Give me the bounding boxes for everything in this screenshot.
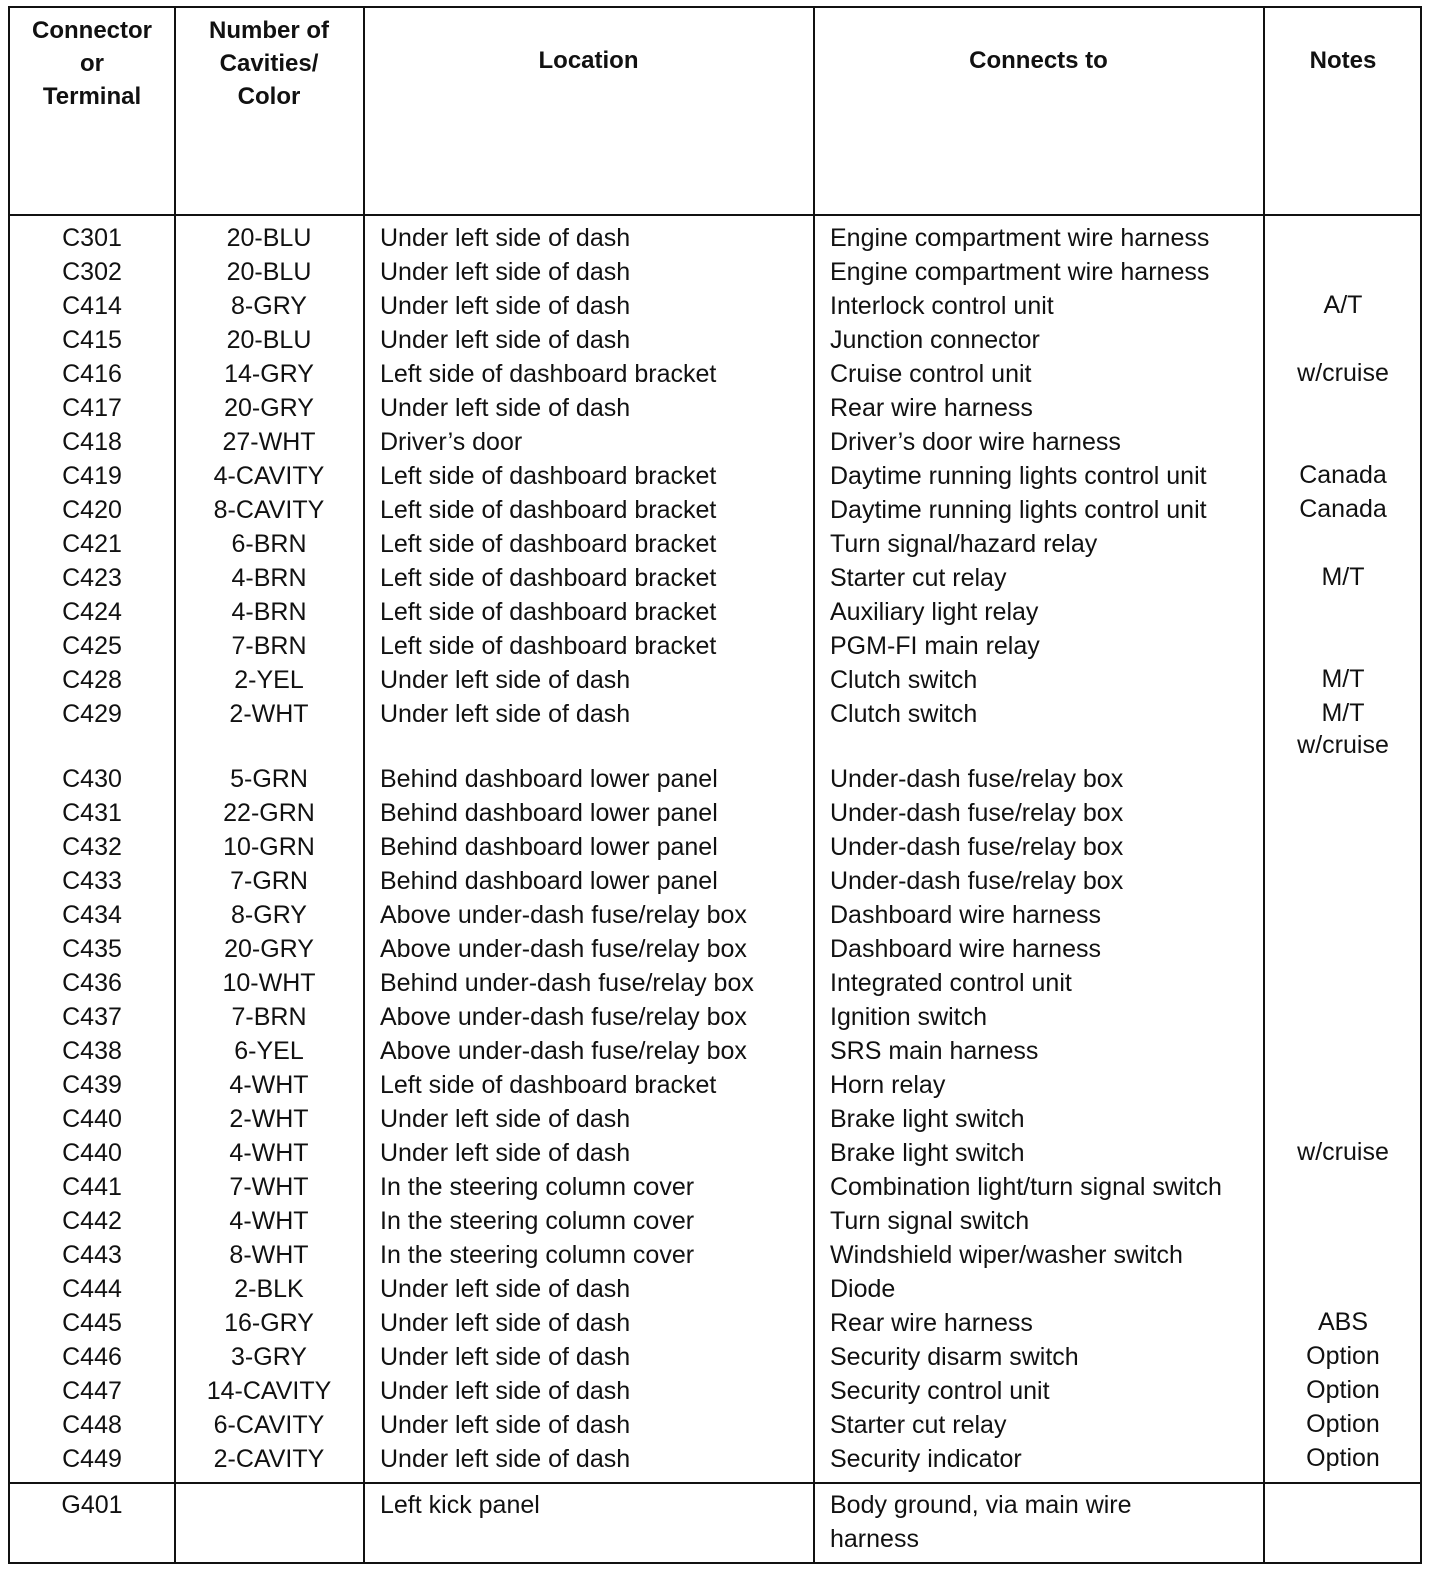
cell-cavities: 2-CAVITY <box>213 1445 325 1473</box>
cell-connector: C440 <box>62 1139 122 1167</box>
table-row <box>0 629 1440 663</box>
cell-cavities: 2-BLK <box>234 1275 304 1303</box>
header-cavities: Number of Cavities/ Color <box>209 17 329 110</box>
header-location: Location <box>538 47 639 74</box>
cell-connects-to: Security indicator <box>830 1445 1022 1473</box>
cell-connector: C449 <box>62 1445 122 1473</box>
cell-location: Left side of dashboard bracket <box>380 496 717 524</box>
cell-connector: C435 <box>62 935 122 963</box>
cell-connector: C439 <box>62 1071 122 1099</box>
cell-location: In the steering column cover <box>380 1241 695 1269</box>
cell-connects-to: Turn signal switch <box>830 1207 1030 1235</box>
table-row <box>0 796 1440 830</box>
cell-location: Behind under-dash fuse/relay box <box>380 969 754 997</box>
cell-connects-to: Driver’s door wire harness <box>830 428 1121 456</box>
cell-cavities: 20-BLU <box>226 258 312 286</box>
cell-cavities: 2-WHT <box>229 1105 309 1133</box>
cell-notes: Canada <box>1299 461 1387 489</box>
cell-notes: M/T w/cruise <box>1297 699 1389 759</box>
cell-connects-to: Ignition switch <box>830 1003 988 1031</box>
table-row <box>0 221 1440 255</box>
cell-location: Behind dashboard lower panel <box>380 867 718 895</box>
table-row <box>0 493 1440 527</box>
table-row <box>0 932 1440 966</box>
cell-location: Under left side of dash <box>380 1309 631 1337</box>
cell-location: Left side of dashboard bracket <box>380 462 717 490</box>
cell-connects-to: Clutch switch <box>830 700 978 728</box>
cell-connects-to: Daytime running lights control unit <box>830 462 1207 490</box>
cell-connector: C421 <box>62 530 122 558</box>
table-row <box>0 1238 1440 1272</box>
table-row <box>0 1340 1440 1374</box>
table-row <box>0 1272 1440 1306</box>
table-row <box>0 898 1440 932</box>
cell-cavities: 4-BRN <box>231 598 307 626</box>
cell-location: Under left side of dash <box>380 224 631 252</box>
table-row <box>0 527 1440 561</box>
cell-connector: C448 <box>62 1411 122 1439</box>
cell-connects-to: Junction connector <box>830 326 1040 354</box>
table-row <box>0 1170 1440 1204</box>
cell-connector: C424 <box>62 598 122 626</box>
cell-cavities: 6-YEL <box>234 1037 304 1065</box>
cell-connects-to: Starter cut relay <box>830 564 1007 592</box>
table-row <box>0 663 1440 697</box>
cell-connects-to: Combination light/turn signal switch <box>830 1173 1222 1201</box>
cell-notes: Option <box>1306 1410 1380 1438</box>
cell-location: Above under-dash fuse/relay box <box>380 935 747 963</box>
cell-connects-to: Engine compartment wire harness <box>830 258 1210 286</box>
cell-connector: C431 <box>62 799 122 827</box>
cell-notes: w/cruise <box>1297 1138 1389 1166</box>
cell-connects-to: Horn relay <box>830 1071 946 1099</box>
cell-connector: C415 <box>62 326 122 354</box>
cell-cavities: 10-WHT <box>222 969 316 997</box>
cell-cavities: 7-GRN <box>230 867 308 895</box>
cell-connects-to: Cruise control unit <box>830 360 1032 388</box>
table-row <box>0 1034 1440 1068</box>
table-row <box>0 595 1440 629</box>
cell-connector: C423 <box>62 564 122 592</box>
cell-cavities: 2-YEL <box>234 666 304 694</box>
cell-location: Above under-dash fuse/relay box <box>380 1003 747 1031</box>
cell-cavities: 5-GRN <box>230 765 308 793</box>
cell-connects-to: Under-dash fuse/relay box <box>830 799 1124 827</box>
cell-connects-to: Daytime running lights control unit <box>830 496 1207 524</box>
cell-connector: C417 <box>62 394 122 422</box>
cell-notes: ABS <box>1317 1308 1369 1336</box>
cell-cavities: 20-GRY <box>224 935 314 963</box>
cell-cavities: 3-GRY <box>231 1343 307 1371</box>
cell-notes: Option <box>1306 1444 1380 1472</box>
cell-connector: C437 <box>62 1003 122 1031</box>
cell-connects-to: Security disarm switch <box>830 1343 1079 1371</box>
cell-location: Under left side of dash <box>380 1411 631 1439</box>
cell-connects-to: Under-dash fuse/relay box <box>830 765 1124 793</box>
cell-location: Driver’s door <box>380 428 523 456</box>
cell-connects-to: Brake light switch <box>830 1105 1025 1133</box>
table-row <box>0 323 1440 357</box>
cell-cavities: 2-WHT <box>229 700 309 728</box>
cell-cavities: 8-CAVITY <box>213 496 325 524</box>
cell-location: Behind dashboard lower panel <box>380 765 718 793</box>
cell-connector: C440 <box>62 1105 122 1133</box>
cell-connects-to: Engine compartment wire harness <box>830 224 1210 252</box>
cell-cavities: 14-GRY <box>224 360 314 388</box>
cell-cavities: 6-BRN <box>231 530 307 558</box>
cell-location: Behind dashboard lower panel <box>380 833 718 861</box>
cell-cavities: 7-WHT <box>229 1173 309 1201</box>
cell-connector: C441 <box>62 1173 122 1201</box>
cell-connects-to: Clutch switch <box>830 666 978 694</box>
cell-location: Under left side of dash <box>380 326 631 354</box>
cell-connector: G401 <box>61 1491 123 1519</box>
cell-connector: C446 <box>62 1343 122 1371</box>
table-row <box>0 1442 1440 1476</box>
cell-location: Under left side of dash <box>380 258 631 286</box>
cell-cavities: 4-WHT <box>229 1139 309 1167</box>
cell-cavities: 6-CAVITY <box>213 1411 325 1439</box>
cell-cavities: 20-GRY <box>224 394 314 422</box>
cell-connector: C436 <box>62 969 122 997</box>
cell-notes: w/cruise <box>1297 359 1389 387</box>
cell-cavities: 27-WHT <box>222 428 316 456</box>
header-notes: Notes <box>1309 47 1377 74</box>
cell-connects-to: Interlock control unit <box>830 292 1054 320</box>
cell-cavities: 22-GRN <box>223 799 315 827</box>
cell-connects-to: Dashboard wire harness <box>830 901 1101 929</box>
table-row <box>0 425 1440 459</box>
table-row <box>0 561 1440 595</box>
table-row <box>0 289 1440 323</box>
cell-connects-to: Body ground, via main wire harness <box>830 1491 1132 1553</box>
cell-connector: C438 <box>62 1037 122 1065</box>
cell-connector: C414 <box>62 292 122 320</box>
cell-location: Under left side of dash <box>380 666 631 694</box>
cell-location: In the steering column cover <box>380 1173 695 1201</box>
cell-cavities: 8-GRY <box>231 901 307 929</box>
cell-location: Above under-dash fuse/relay box <box>380 901 747 929</box>
table-row <box>0 1102 1440 1136</box>
cell-location: Left side of dashboard bracket <box>380 1071 717 1099</box>
cell-cavities: 7-BRN <box>231 632 307 660</box>
cell-connector: C447 <box>62 1377 122 1405</box>
table-row <box>0 1000 1440 1034</box>
cell-connector: C442 <box>62 1207 122 1235</box>
cell-connector: C443 <box>62 1241 122 1269</box>
cell-location: Under left side of dash <box>380 1275 631 1303</box>
cell-connector: C419 <box>62 462 122 490</box>
table-row <box>0 697 1440 759</box>
cell-connector: C444 <box>62 1275 122 1303</box>
cell-location: Left kick panel <box>380 1491 540 1519</box>
cell-connects-to: Under-dash fuse/relay box <box>830 833 1124 861</box>
table-row <box>0 966 1440 1000</box>
cell-connects-to: Rear wire harness <box>830 394 1033 422</box>
table-row <box>0 357 1440 391</box>
cell-location: Under left side of dash <box>380 700 631 728</box>
cell-cavities: 4-BRN <box>231 564 307 592</box>
cell-connector: C434 <box>62 901 122 929</box>
table-row <box>0 255 1440 289</box>
cell-connects-to: Security control unit <box>830 1377 1050 1405</box>
cell-cavities: 20-BLU <box>226 224 312 252</box>
cell-connector: C418 <box>62 428 122 456</box>
table-row <box>0 1488 1440 1558</box>
cell-location: Under left side of dash <box>380 1139 631 1167</box>
cell-cavities: 16-GRY <box>224 1309 314 1337</box>
cell-location: Above under-dash fuse/relay box <box>380 1037 747 1065</box>
cell-location: Under left side of dash <box>380 1343 631 1371</box>
cell-connector: C425 <box>62 632 122 660</box>
cell-notes: Option <box>1306 1342 1380 1370</box>
cell-cavities: 14-CAVITY <box>206 1377 332 1405</box>
table-row <box>0 1136 1440 1170</box>
cell-connects-to: Auxiliary light relay <box>830 598 1039 626</box>
cell-notes: Option <box>1306 1376 1380 1404</box>
section-divider <box>8 1482 1422 1484</box>
cell-connector: C302 <box>62 258 122 286</box>
cell-cavities: 20-BLU <box>226 326 312 354</box>
header-connector: Connector or Terminal <box>32 17 152 110</box>
cell-cavities: 10-GRN <box>223 833 315 861</box>
table-row <box>0 1374 1440 1408</box>
table-row <box>0 391 1440 425</box>
cell-connects-to: Dashboard wire harness <box>830 935 1101 963</box>
cell-connects-to: Turn signal/hazard relay <box>830 530 1098 558</box>
cell-notes: Canada <box>1299 495 1387 523</box>
table-row <box>0 1408 1440 1442</box>
table-row <box>0 459 1440 493</box>
cell-connects-to: PGM-FI main relay <box>830 632 1040 660</box>
cell-notes: M/T <box>1321 665 1365 693</box>
cell-connector: C445 <box>62 1309 122 1337</box>
cell-cavities: 8-WHT <box>229 1241 309 1269</box>
table-row <box>0 830 1440 864</box>
table-row <box>0 1204 1440 1238</box>
cell-location: Left side of dashboard bracket <box>380 598 717 626</box>
cell-location: Under left side of dash <box>380 292 631 320</box>
cell-location: Left side of dashboard bracket <box>380 564 717 592</box>
cell-location: Under left side of dash <box>380 394 631 422</box>
cell-location: Behind dashboard lower panel <box>380 799 718 827</box>
cell-connects-to: Windshield wiper/washer switch <box>830 1241 1183 1269</box>
table-row <box>0 864 1440 898</box>
cell-cavities: 4-WHT <box>229 1071 309 1099</box>
cell-connector: C420 <box>62 496 122 524</box>
cell-connector: C433 <box>62 867 122 895</box>
cell-location: Under left side of dash <box>380 1105 631 1133</box>
cell-notes: A/T <box>1323 291 1363 319</box>
cell-connects-to: Diode <box>830 1275 896 1303</box>
cell-connector: C301 <box>62 224 122 252</box>
cell-location: Under left side of dash <box>380 1377 631 1405</box>
cell-connects-to: Rear wire harness <box>830 1309 1033 1337</box>
cell-location: Under left side of dash <box>380 1445 631 1473</box>
cell-connector: C416 <box>62 360 122 388</box>
cell-cavities: 4-WHT <box>229 1207 309 1235</box>
table-row <box>0 762 1440 796</box>
header-connects-to: Connects to <box>969 47 1108 74</box>
header-divider <box>8 214 1422 216</box>
cell-connector: C432 <box>62 833 122 861</box>
cell-connects-to: Under-dash fuse/relay box <box>830 867 1124 895</box>
cell-cavities: 7-BRN <box>231 1003 307 1031</box>
cell-connector: C430 <box>62 765 122 793</box>
table-row <box>0 1306 1440 1340</box>
table-row <box>0 1068 1440 1102</box>
cell-connects-to: Integrated control unit <box>830 969 1072 997</box>
cell-cavities: 4-CAVITY <box>213 462 325 490</box>
cell-location: Left side of dashboard bracket <box>380 530 717 558</box>
cell-location: Left side of dashboard bracket <box>380 360 717 388</box>
cell-connector: C428 <box>62 666 122 694</box>
cell-location: Left side of dashboard bracket <box>380 632 717 660</box>
cell-connects-to: Starter cut relay <box>830 1411 1007 1439</box>
cell-connects-to: SRS main harness <box>830 1037 1039 1065</box>
cell-location: In the steering column cover <box>380 1207 695 1235</box>
cell-connector: C429 <box>62 700 122 728</box>
cell-cavities: 8-GRY <box>231 292 307 320</box>
cell-notes: M/T <box>1321 563 1365 591</box>
cell-connects-to: Brake light switch <box>830 1139 1025 1167</box>
